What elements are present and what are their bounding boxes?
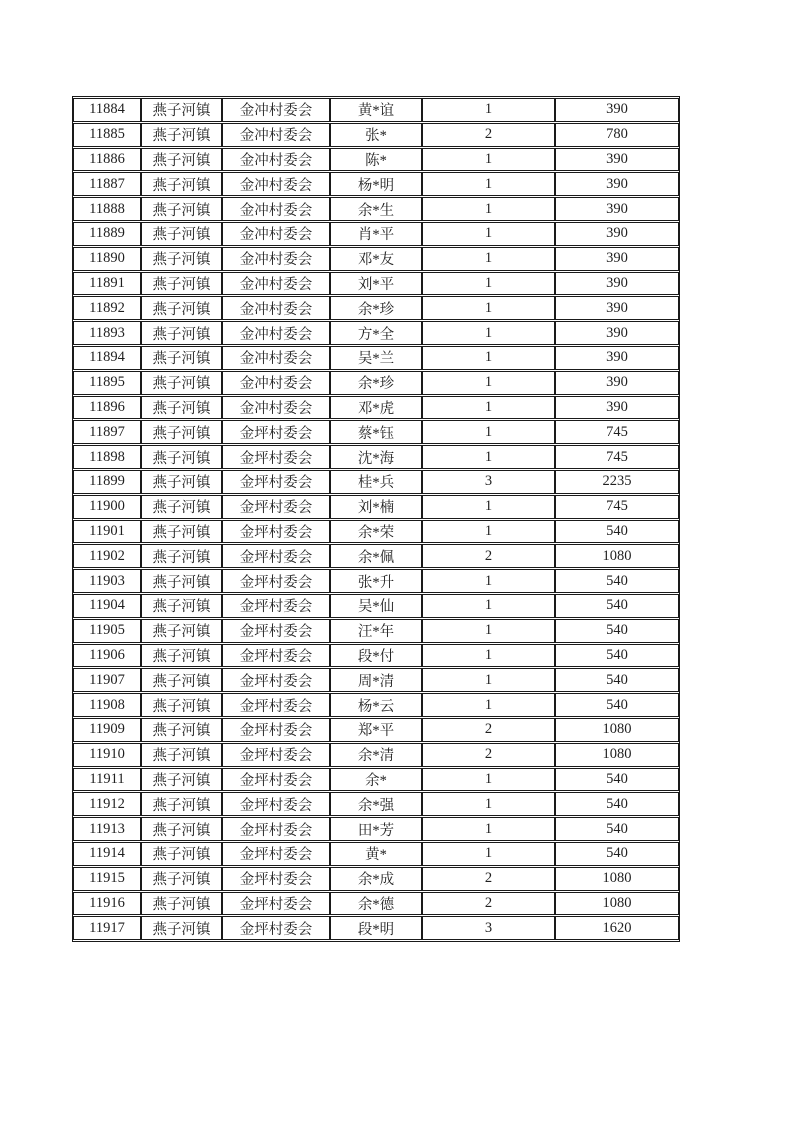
cell-amount: 390 [555, 222, 679, 246]
table-row [73, 197, 679, 221]
cell-town: 燕子河镇 [141, 743, 222, 767]
table-row [73, 768, 679, 792]
cell-amount: 390 [555, 321, 679, 345]
cell-town: 燕子河镇 [141, 916, 222, 940]
table-row [73, 792, 679, 816]
cell-amount: 1080 [555, 544, 679, 568]
table-row [73, 693, 679, 717]
cell-id: 11904 [73, 594, 141, 618]
cell-town: 燕子河镇 [141, 172, 222, 196]
cell-village: 金冲村委会 [222, 371, 330, 395]
cell-amount: 390 [555, 247, 679, 271]
cell-town: 燕子河镇 [141, 420, 222, 444]
cell-amount: 2235 [555, 470, 679, 494]
cell-town: 燕子河镇 [141, 123, 222, 147]
cell-id: 11907 [73, 668, 141, 692]
cell-name: 刘*楠 [330, 495, 422, 519]
table-row [73, 222, 679, 246]
cell-village: 金坪村委会 [222, 495, 330, 519]
cell-name: 段*付 [330, 644, 422, 668]
cell-amount: 540 [555, 792, 679, 816]
table-row [73, 346, 679, 370]
table-row [73, 619, 679, 643]
cell-count: 1 [422, 371, 555, 395]
cell-name: 蔡*钰 [330, 420, 422, 444]
cell-id: 11906 [73, 644, 141, 668]
cell-town: 燕子河镇 [141, 222, 222, 246]
cell-name: 吴*仙 [330, 594, 422, 618]
cell-id: 11899 [73, 470, 141, 494]
cell-amount: 390 [555, 272, 679, 296]
cell-name: 邓*友 [330, 247, 422, 271]
cell-count: 1 [422, 817, 555, 841]
table-row [73, 172, 679, 196]
cell-count: 1 [422, 495, 555, 519]
cell-town: 燕子河镇 [141, 247, 222, 271]
cell-name: 桂*兵 [330, 470, 422, 494]
cell-amount: 540 [555, 668, 679, 692]
cell-town: 燕子河镇 [141, 842, 222, 866]
cell-count: 1 [422, 247, 555, 271]
cell-name: 黄*谊 [330, 98, 422, 122]
cell-count: 3 [422, 916, 555, 940]
cell-amount: 390 [555, 148, 679, 172]
cell-village: 金冲村委会 [222, 247, 330, 271]
cell-town: 燕子河镇 [141, 445, 222, 469]
cell-count: 1 [422, 668, 555, 692]
cell-name: 方*全 [330, 321, 422, 345]
table-row [73, 916, 679, 940]
cell-name: 黄* [330, 842, 422, 866]
cell-town: 燕子河镇 [141, 346, 222, 370]
cell-village: 金坪村委会 [222, 693, 330, 717]
cell-village: 金坪村委会 [222, 842, 330, 866]
cell-town: 燕子河镇 [141, 98, 222, 122]
cell-id: 11889 [73, 222, 141, 246]
cell-count: 2 [422, 743, 555, 767]
cell-id: 11898 [73, 445, 141, 469]
cell-village: 金坪村委会 [222, 619, 330, 643]
cell-amount: 540 [555, 594, 679, 618]
cell-village: 金冲村委会 [222, 197, 330, 221]
cell-count: 1 [422, 396, 555, 420]
cell-village: 金冲村委会 [222, 321, 330, 345]
cell-amount: 390 [555, 98, 679, 122]
cell-amount: 1080 [555, 892, 679, 916]
cell-village: 金冲村委会 [222, 148, 330, 172]
table-row [73, 743, 679, 767]
cell-count: 1 [422, 296, 555, 320]
cell-id: 11895 [73, 371, 141, 395]
cell-name: 余*珍 [330, 371, 422, 395]
cell-amount: 1620 [555, 916, 679, 940]
cell-town: 燕子河镇 [141, 396, 222, 420]
cell-amount: 540 [555, 693, 679, 717]
cell-id: 11888 [73, 197, 141, 221]
cell-amount: 540 [555, 569, 679, 593]
cell-id: 11893 [73, 321, 141, 345]
cell-town: 燕子河镇 [141, 892, 222, 916]
cell-id: 11901 [73, 520, 141, 544]
cell-count: 1 [422, 222, 555, 246]
cell-id: 11912 [73, 792, 141, 816]
cell-id: 11913 [73, 817, 141, 841]
cell-name: 郑*平 [330, 718, 422, 742]
cell-town: 燕子河镇 [141, 718, 222, 742]
cell-name: 余*生 [330, 197, 422, 221]
cell-amount: 540 [555, 520, 679, 544]
cell-name: 余*强 [330, 792, 422, 816]
cell-town: 燕子河镇 [141, 792, 222, 816]
table-row [73, 98, 679, 122]
cell-town: 燕子河镇 [141, 867, 222, 891]
cell-name: 段*明 [330, 916, 422, 940]
cell-id: 11911 [73, 768, 141, 792]
table-row [73, 594, 679, 618]
cell-count: 1 [422, 693, 555, 717]
cell-count: 1 [422, 644, 555, 668]
cell-id: 11900 [73, 495, 141, 519]
cell-count: 1 [422, 172, 555, 196]
cell-id: 11892 [73, 296, 141, 320]
cell-amount: 540 [555, 768, 679, 792]
cell-village: 金坪村委会 [222, 470, 330, 494]
table-row [73, 495, 679, 519]
cell-village: 金坪村委会 [222, 743, 330, 767]
cell-id: 11905 [73, 619, 141, 643]
cell-count: 1 [422, 420, 555, 444]
cell-id: 11914 [73, 842, 141, 866]
cell-count: 2 [422, 544, 555, 568]
cell-town: 燕子河镇 [141, 768, 222, 792]
cell-village: 金坪村委会 [222, 569, 330, 593]
cell-village: 金冲村委会 [222, 123, 330, 147]
cell-name: 张*升 [330, 569, 422, 593]
cell-amount: 540 [555, 619, 679, 643]
cell-name: 杨*云 [330, 693, 422, 717]
cell-count: 1 [422, 148, 555, 172]
table-body [73, 98, 679, 940]
cell-id: 11885 [73, 123, 141, 147]
cell-village: 金坪村委会 [222, 594, 330, 618]
cell-id: 11916 [73, 892, 141, 916]
cell-name: 邓*虎 [330, 396, 422, 420]
table-row [73, 644, 679, 668]
cell-village: 金冲村委会 [222, 172, 330, 196]
cell-village: 金坪村委会 [222, 668, 330, 692]
cell-village: 金坪村委会 [222, 916, 330, 940]
cell-count: 1 [422, 98, 555, 122]
cell-id: 11917 [73, 916, 141, 940]
cell-count: 3 [422, 470, 555, 494]
cell-id: 11884 [73, 98, 141, 122]
table-row [73, 445, 679, 469]
cell-id: 11890 [73, 247, 141, 271]
cell-id: 11894 [73, 346, 141, 370]
table-row [73, 867, 679, 891]
cell-amount: 390 [555, 396, 679, 420]
table-row [73, 470, 679, 494]
table-row [73, 272, 679, 296]
cell-village: 金坪村委会 [222, 644, 330, 668]
cell-name: 汪*年 [330, 619, 422, 643]
cell-village: 金冲村委会 [222, 98, 330, 122]
cell-count: 1 [422, 768, 555, 792]
table-row [73, 296, 679, 320]
cell-name: 余*珍 [330, 296, 422, 320]
cell-amount: 540 [555, 817, 679, 841]
table-row [73, 892, 679, 916]
cell-count: 1 [422, 569, 555, 593]
cell-name: 田*芳 [330, 817, 422, 841]
cell-name: 刘*平 [330, 272, 422, 296]
cell-amount: 390 [555, 371, 679, 395]
cell-amount: 1080 [555, 867, 679, 891]
cell-amount: 745 [555, 420, 679, 444]
cell-town: 燕子河镇 [141, 296, 222, 320]
cell-name: 余*成 [330, 867, 422, 891]
cell-village: 金冲村委会 [222, 272, 330, 296]
cell-town: 燕子河镇 [141, 693, 222, 717]
table-row [73, 420, 679, 444]
cell-name: 陈* [330, 148, 422, 172]
cell-name: 沈*海 [330, 445, 422, 469]
cell-name: 肖*平 [330, 222, 422, 246]
cell-id: 11886 [73, 148, 141, 172]
table-row [73, 520, 679, 544]
cell-village: 金坪村委会 [222, 892, 330, 916]
cell-village: 金坪村委会 [222, 817, 330, 841]
cell-name: 余*荣 [330, 520, 422, 544]
cell-id: 11908 [73, 693, 141, 717]
cell-count: 1 [422, 445, 555, 469]
cell-count: 1 [422, 594, 555, 618]
table-row [73, 371, 679, 395]
cell-count: 2 [422, 718, 555, 742]
cell-id: 11897 [73, 420, 141, 444]
cell-amount: 390 [555, 197, 679, 221]
cell-village: 金坪村委会 [222, 544, 330, 568]
cell-amount: 540 [555, 842, 679, 866]
cell-village: 金坪村委会 [222, 718, 330, 742]
table-row [73, 668, 679, 692]
cell-town: 燕子河镇 [141, 371, 222, 395]
cell-town: 燕子河镇 [141, 321, 222, 345]
cell-village: 金坪村委会 [222, 867, 330, 891]
table-row [73, 123, 679, 147]
cell-name: 周*清 [330, 668, 422, 692]
cell-name: 张* [330, 123, 422, 147]
cell-village: 金坪村委会 [222, 792, 330, 816]
cell-town: 燕子河镇 [141, 817, 222, 841]
cell-count: 2 [422, 123, 555, 147]
cell-village: 金坪村委会 [222, 445, 330, 469]
cell-amount: 390 [555, 172, 679, 196]
cell-village: 金冲村委会 [222, 296, 330, 320]
cell-amount: 745 [555, 495, 679, 519]
cell-id: 11887 [73, 172, 141, 196]
cell-village: 金冲村委会 [222, 222, 330, 246]
cell-village: 金冲村委会 [222, 346, 330, 370]
table-row [73, 842, 679, 866]
table-row [73, 321, 679, 345]
cell-town: 燕子河镇 [141, 272, 222, 296]
table-row [73, 396, 679, 420]
cell-count: 1 [422, 272, 555, 296]
table-row [73, 569, 679, 593]
cell-name: 杨*明 [330, 172, 422, 196]
cell-village: 金坪村委会 [222, 520, 330, 544]
cell-count: 1 [422, 346, 555, 370]
cell-count: 2 [422, 892, 555, 916]
cell-id: 11915 [73, 867, 141, 891]
cell-count: 1 [422, 197, 555, 221]
cell-town: 燕子河镇 [141, 544, 222, 568]
cell-id: 11910 [73, 743, 141, 767]
cell-name: 余* [330, 768, 422, 792]
payment-records-table [72, 96, 680, 942]
cell-id: 11909 [73, 718, 141, 742]
cell-town: 燕子河镇 [141, 148, 222, 172]
cell-amount: 745 [555, 445, 679, 469]
cell-count: 1 [422, 520, 555, 544]
cell-amount: 390 [555, 346, 679, 370]
cell-town: 燕子河镇 [141, 197, 222, 221]
cell-amount: 1080 [555, 718, 679, 742]
cell-town: 燕子河镇 [141, 594, 222, 618]
cell-town: 燕子河镇 [141, 644, 222, 668]
cell-count: 1 [422, 842, 555, 866]
cell-amount: 1080 [555, 743, 679, 767]
table-row [73, 148, 679, 172]
table-row [73, 718, 679, 742]
cell-village: 金坪村委会 [222, 768, 330, 792]
cell-village: 金坪村委会 [222, 420, 330, 444]
cell-id: 11902 [73, 544, 141, 568]
cell-amount: 780 [555, 123, 679, 147]
cell-village: 金冲村委会 [222, 396, 330, 420]
table-row [73, 544, 679, 568]
cell-town: 燕子河镇 [141, 495, 222, 519]
cell-name: 余*佩 [330, 544, 422, 568]
cell-amount: 390 [555, 296, 679, 320]
cell-name: 余*清 [330, 743, 422, 767]
cell-town: 燕子河镇 [141, 470, 222, 494]
table-row [73, 247, 679, 271]
cell-name: 吴*兰 [330, 346, 422, 370]
table-row [73, 817, 679, 841]
cell-count: 1 [422, 792, 555, 816]
cell-town: 燕子河镇 [141, 569, 222, 593]
cell-count: 2 [422, 867, 555, 891]
cell-id: 11896 [73, 396, 141, 420]
cell-amount: 540 [555, 644, 679, 668]
cell-name: 余*德 [330, 892, 422, 916]
cell-id: 11903 [73, 569, 141, 593]
cell-count: 1 [422, 619, 555, 643]
cell-town: 燕子河镇 [141, 668, 222, 692]
cell-town: 燕子河镇 [141, 520, 222, 544]
cell-count: 1 [422, 321, 555, 345]
cell-town: 燕子河镇 [141, 619, 222, 643]
cell-id: 11891 [73, 272, 141, 296]
